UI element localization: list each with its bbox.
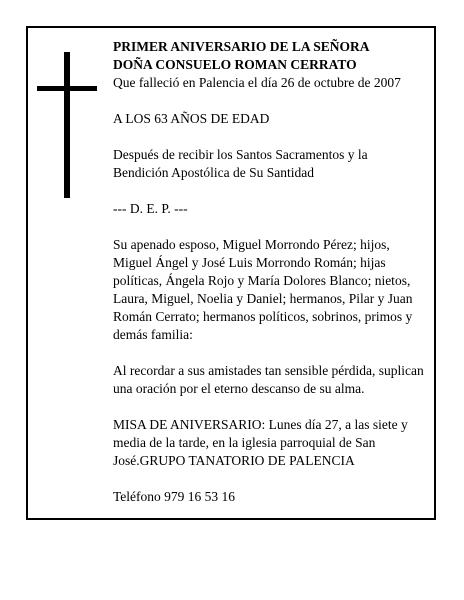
- heading-title: PRIMER ANIVERSARIO DE LA SEÑORA: [113, 39, 370, 54]
- death-date: Que falleció en Palencia el día 26 de octubre de 2007: [113, 75, 401, 90]
- sacraments-line: Después de recibir los Santos Sacramentos y la Bendición Apostólica de Su Santidad: [113, 147, 368, 180]
- phone-line: Teléfono 979 16 53 16: [113, 489, 236, 504]
- mass-paragraph: MISA DE ANIVERSARIO: Lunes día 27, a las siete y media de la tarde, en la iglesia parroquial de San José.GRUPO TANATORIO DE PALENCIA: [113, 417, 408, 468]
- heading-block: [113, 38, 425, 92]
- cross-horizontal-bar: [37, 86, 97, 91]
- age-line: A LOS 63 AÑOS DE EDAD: [113, 111, 270, 126]
- request-paragraph: Al recordar a sus amistades tan sensible pérdida, suplican una oración por el eterno descanso de su alma.: [113, 363, 424, 396]
- cross-icon: [37, 52, 97, 198]
- family-paragraph: Su apenado esposo, Miguel Morrondo Pérez; hijos, Miguel Ángel y José Luis Morrondo Román; hijas políticas, Ángela Rojo y María Dolores Blanco; nietos, Laura, Miguel, Noelia y Daniel; hermanos, Pilar y Juan Román Cerrato; hermanos políticos, sobrinos, primos y demás familia:: [113, 237, 413, 342]
- rip-line: --- D. E. P. ---: [113, 201, 188, 216]
- deceased-name: DOÑA CONSUELO ROMAN CERRATO: [113, 57, 357, 72]
- obituary-text: [113, 38, 425, 524]
- cross-vertical-bar: [64, 52, 70, 198]
